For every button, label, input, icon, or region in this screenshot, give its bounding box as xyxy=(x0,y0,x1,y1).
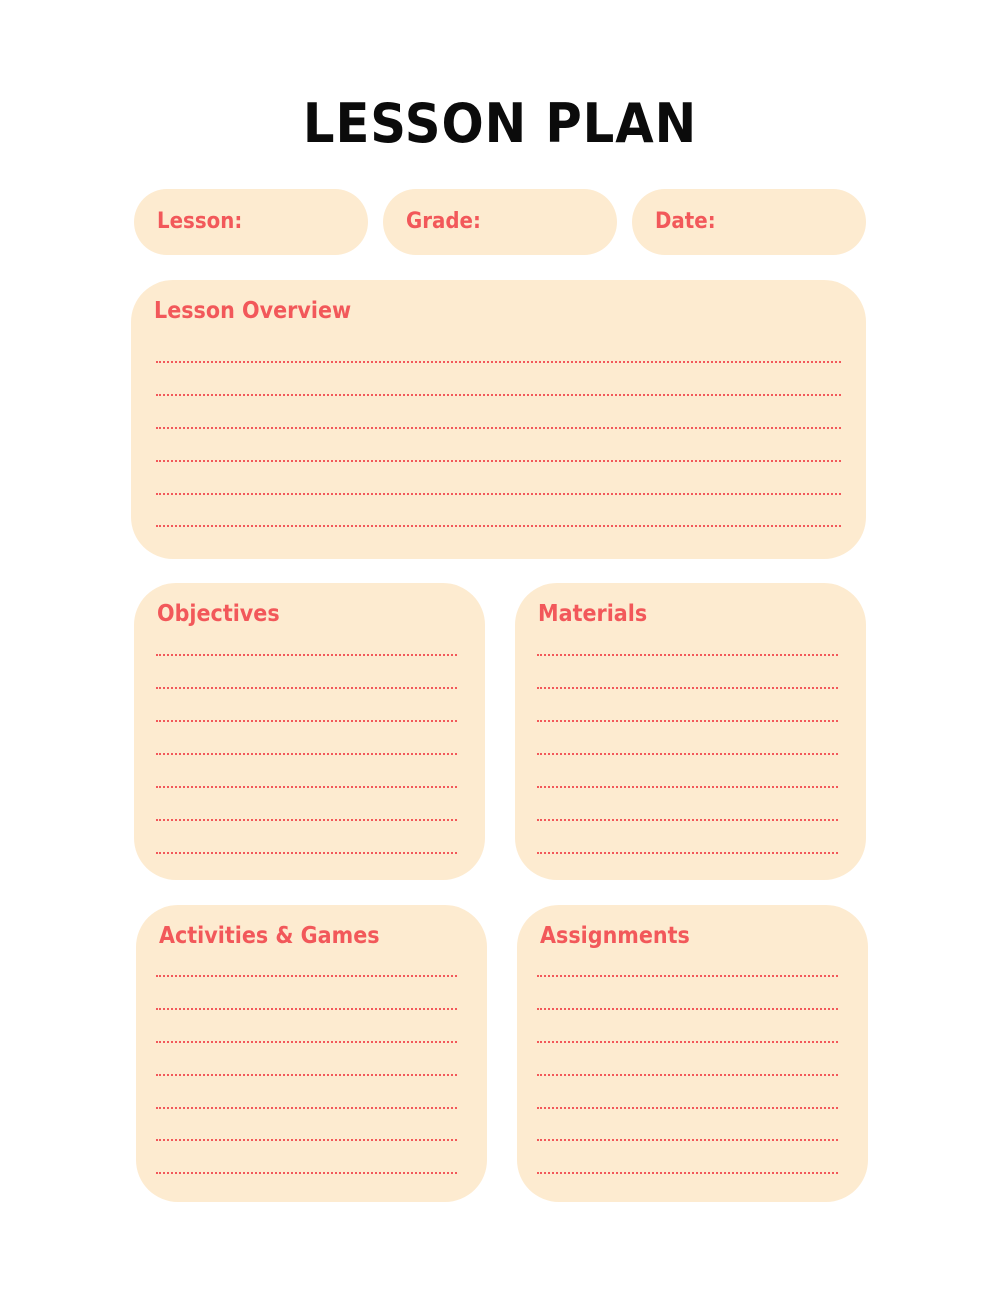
writing-line[interactable] xyxy=(537,1074,838,1076)
writing-line[interactable] xyxy=(156,460,841,462)
writing-line[interactable] xyxy=(537,1172,838,1174)
writing-line[interactable] xyxy=(156,720,457,722)
materials-heading: Materials xyxy=(538,601,648,627)
writing-line[interactable] xyxy=(156,1107,457,1109)
writing-line[interactable] xyxy=(537,654,838,656)
page-title: LESSON PLAN xyxy=(302,92,698,155)
writing-line[interactable] xyxy=(156,1008,457,1010)
writing-line[interactable] xyxy=(537,819,838,821)
writing-line[interactable] xyxy=(156,394,841,396)
writing-line[interactable] xyxy=(156,525,841,527)
writing-line[interactable] xyxy=(537,852,838,854)
lesson-field[interactable] xyxy=(134,189,368,255)
writing-line[interactable] xyxy=(156,852,457,854)
lesson-overview-heading: Lesson Overview xyxy=(154,298,352,324)
writing-line[interactable] xyxy=(156,1041,457,1043)
assignments-card xyxy=(517,905,868,1202)
writing-line[interactable] xyxy=(156,427,841,429)
writing-line[interactable] xyxy=(156,654,457,656)
writing-line[interactable] xyxy=(537,1041,838,1043)
objectives-card xyxy=(134,583,485,880)
writing-line[interactable] xyxy=(156,687,457,689)
writing-line[interactable] xyxy=(156,819,457,821)
writing-line[interactable] xyxy=(537,1107,838,1109)
writing-line[interactable] xyxy=(537,786,838,788)
date-label: Date: xyxy=(655,209,716,234)
materials-card xyxy=(515,583,866,880)
writing-line[interactable] xyxy=(156,361,841,363)
writing-line[interactable] xyxy=(156,493,841,495)
writing-line[interactable] xyxy=(156,1074,457,1076)
writing-line[interactable] xyxy=(537,720,838,722)
writing-line[interactable] xyxy=(156,753,457,755)
writing-line[interactable] xyxy=(156,786,457,788)
writing-line[interactable] xyxy=(537,753,838,755)
writing-line[interactable] xyxy=(537,975,838,977)
writing-line[interactable] xyxy=(156,1172,457,1174)
writing-line[interactable] xyxy=(156,1139,457,1141)
grade-label: Grade: xyxy=(406,209,481,234)
date-field[interactable] xyxy=(632,189,866,255)
writing-line[interactable] xyxy=(537,1008,838,1010)
activities-games-heading: Activities & Games xyxy=(159,923,380,949)
writing-line[interactable] xyxy=(537,687,838,689)
lesson-overview-card xyxy=(131,280,866,559)
lesson-label: Lesson: xyxy=(157,209,243,234)
objectives-heading: Objectives xyxy=(157,601,280,627)
writing-line[interactable] xyxy=(156,975,457,977)
activities-games-card xyxy=(136,905,487,1202)
grade-field[interactable] xyxy=(383,189,617,255)
assignments-heading: Assignments xyxy=(540,923,690,949)
writing-line[interactable] xyxy=(537,1139,838,1141)
